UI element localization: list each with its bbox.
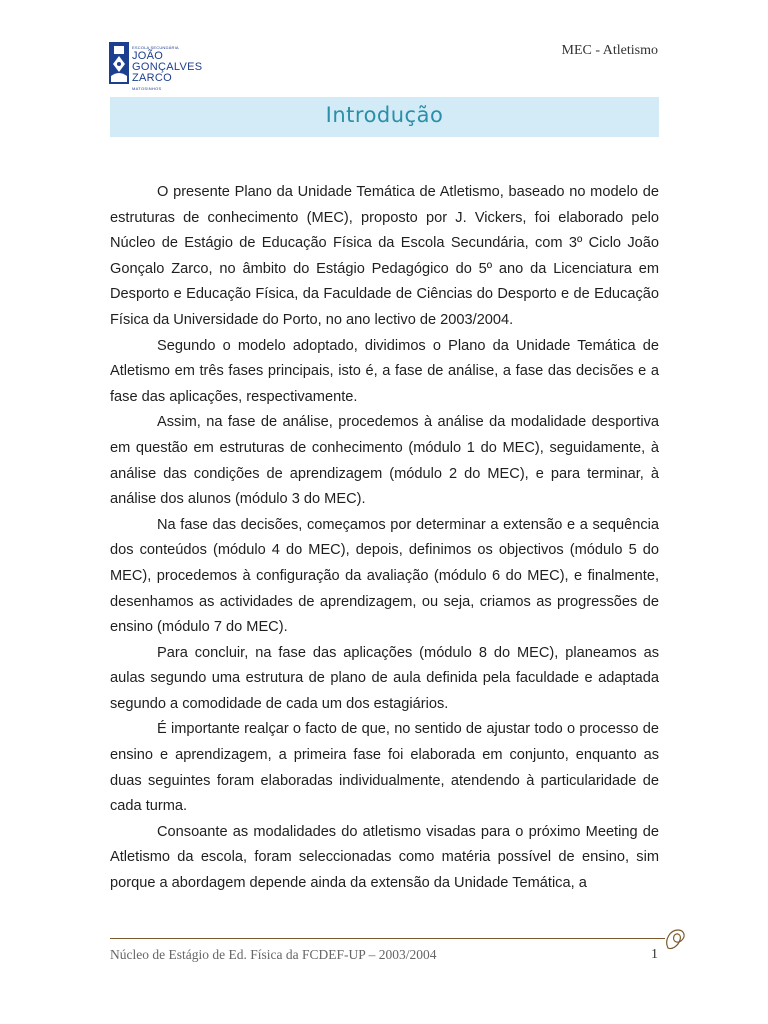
- paragraph-6: É importante realçar o facto de que, no sentido de ajustar todo o processo de ensino e aprendizagem, a primeira fase foi elaborada em conjunto, enquanto as duas seguintes foram elaboradas individualmente, atendendo à particularidade de cada turma.: [110, 721, 659, 815]
- logo-tiny-text: MATOSINHOS: [132, 86, 162, 92]
- signature-flourish-icon: [662, 926, 688, 952]
- title-band: [110, 97, 659, 137]
- document-body: [110, 180, 659, 897]
- running-header-title: MEC - Atletismo: [561, 43, 658, 58]
- page-number: 1: [651, 947, 658, 962]
- logo-line-2: GONÇALVES: [132, 61, 203, 73]
- page-title: Introdução: [325, 103, 444, 127]
- school-emblem-icon: [108, 40, 130, 86]
- paragraph-4: Na fase das decisões, começamos por determinar a extensão e a sequência dos conteúdos (módulo 4 do MEC), depois, definimos os objectivos (módulo 5 do MEC), procedemos à configuração da avaliação (módulo 6 do MEC), e finalmente, desenhamos as actividades de aprendizagem, ou seja, criamos as progressões de ensino (módulo 7 do MEC).: [110, 516, 659, 636]
- logo-small-text: ESCOLA SECUNDÁRIA: [132, 45, 179, 50]
- logo-text: [132, 46, 202, 95]
- paragraph-3: Assim, na fase de análise, procedemos à análise da modalidade desportiva em questão em estruturas de conhecimento (módulo 1 do MEC), seguidamente, à análise das condições de aprendizagem (módulo 2 do MEC), e para terminar, à análise dos alunos (módulo 3 do MEC).: [110, 414, 659, 508]
- school-logo: [108, 40, 203, 92]
- paragraph-5: Para concluir, na fase das aplicações (módulo 8 do MEC), planeamos as aulas segundo uma estrutura de plano de aula definida pela faculdade e adaptada segundo a comodidade de cada um dos estagiários.: [110, 644, 659, 712]
- footer-text: Núcleo de Estágio de Ed. Física da FCDEF-UP – 2003/2004: [110, 947, 437, 962]
- footer-divider: [110, 938, 665, 939]
- logo-line-1: JOÃO: [132, 50, 164, 62]
- paragraph-1: O presente Plano da Unidade Temática de Atletismo, baseado no modelo de estruturas de conhecimento (MEC), proposto por J. Vickers, foi elaborado pelo Núcleo de Estágio de Educação Física da Escola Secundária, com 3º Ciclo João Gonçalo Zarco, no âmbito do Estágio Pedagógico do 5º ano da Licenciatura em Desporto e Educação Física, da Faculdade de Ciências do Desporto e de Educação Física da Universidade do Porto, no ano lectivo de 2003/2004.: [110, 184, 659, 328]
- paragraph-7: Consoante as modalidades do atletismo visadas para o próximo Meeting de Atletismo da escola, foram seleccionadas como matéria possível de ensino, sim porque a abordagem depende ainda da extensão da Unidade Temática, a: [110, 823, 659, 892]
- paragraph-2: Segundo o modelo adoptado, dividimos o Plano da Unidade Temática de Atletismo em três fases principais, isto é, a fase de análise, a fase das decisões e a fase das aplicações, respectivamente.: [110, 337, 659, 405]
- logo-line-3: ZARCO MATOSINHOS: [132, 72, 172, 92]
